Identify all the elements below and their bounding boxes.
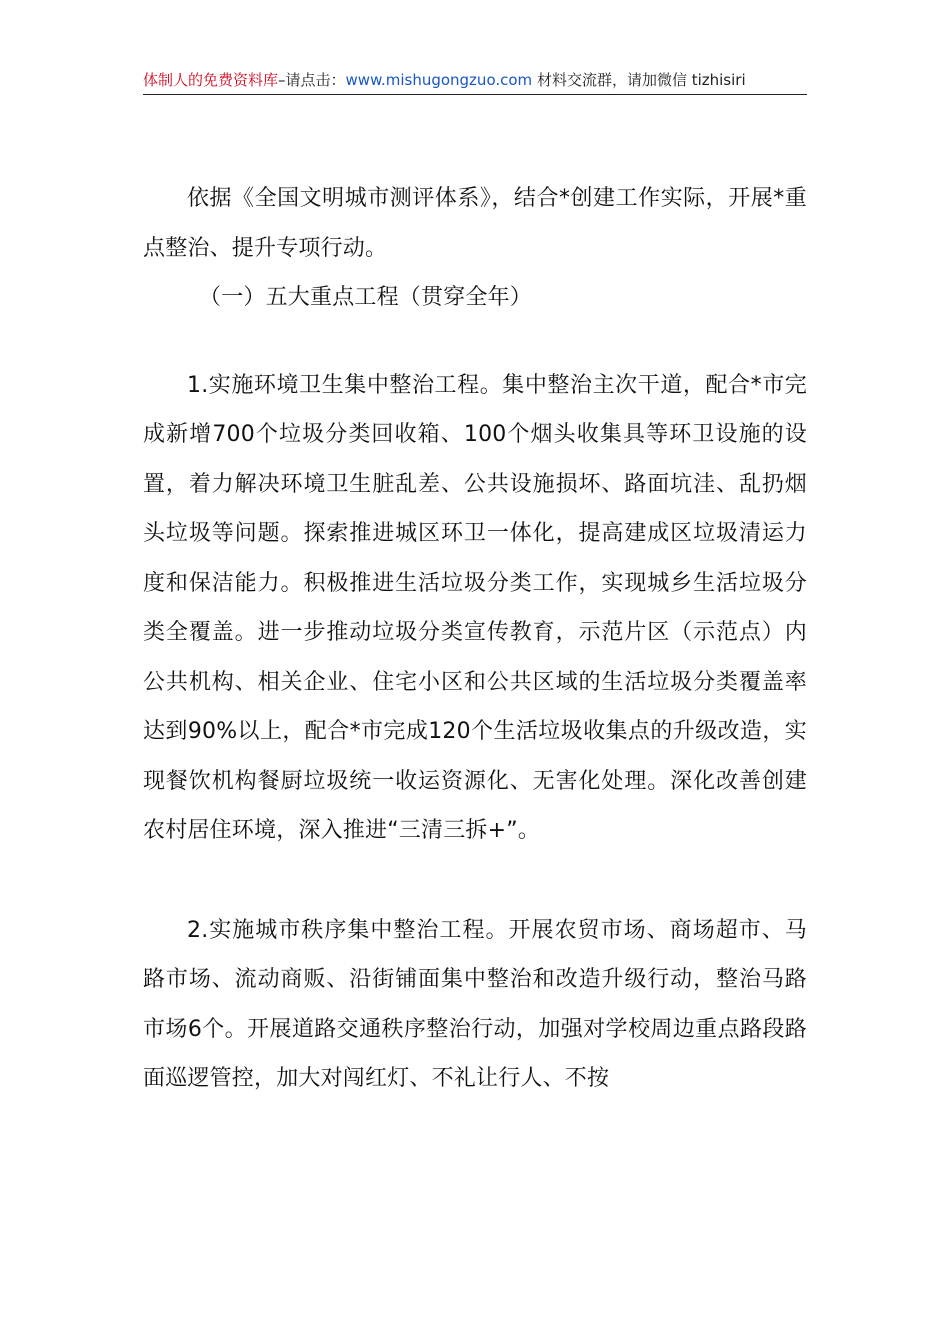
page-header	[143, 70, 807, 95]
item-2-paragraph: 2.实施城市秩序集中整治工程。开展农贸市场、商场超市、马路市场、流动商贩、沿街铺面集中整治和改造升级行动，整治马路市场6个。开展道路交通秩序整治行动，加强对学校周边重点路段路面巡逻管控，加大对闯红灯、不礼让行人、不按	[143, 917, 807, 1091]
intro-paragraph: 依据《全国文明城市测评体系》，结合*创建工作实际，开展*重点整治、提升专项行动。	[143, 186, 807, 261]
header-note: 材料交流群，请加微信 tizhisiri	[532, 71, 746, 89]
document-body	[143, 174, 807, 1104]
section-heading: （一）五大重点工程（贯穿全年）	[199, 285, 533, 310]
header-prompt: –请点击：	[278, 71, 346, 89]
header-brand: 体制人的免费资料库	[143, 71, 279, 89]
header-url-link[interactable]: www.mishugongzuo.com	[345, 71, 533, 89]
item-1-paragraph: 1.实施环境卫生集中整治工程。集中整治主次干道，配合*市完成新增700个垃圾分类回收箱、100个烟头收集具等环卫设施的设置，着力解决环境卫生脏乱差、公共设施损坏、路面坑洼、乱扔烟头垃圾等问题。探索推进城区环卫一体化，提高建成区垃圾清运力度和保洁能力。积极推进生活垃圾分类工作，实现城乡生活垃圾分类全覆盖。进一步推动垃圾分类宣传教育，示范片区（示范点）内公共机构、相关企业、住宅小区和公共区域的生活垃圾分类覆盖率达到90%以上，配合*市完成120个生活垃圾收集点的升级改造，实现餐饮机构餐厨垃圾统一收运资源化、无害化处理。深化改善创建农村居住环境，深入推进“三清三拆+”。	[143, 372, 807, 843]
